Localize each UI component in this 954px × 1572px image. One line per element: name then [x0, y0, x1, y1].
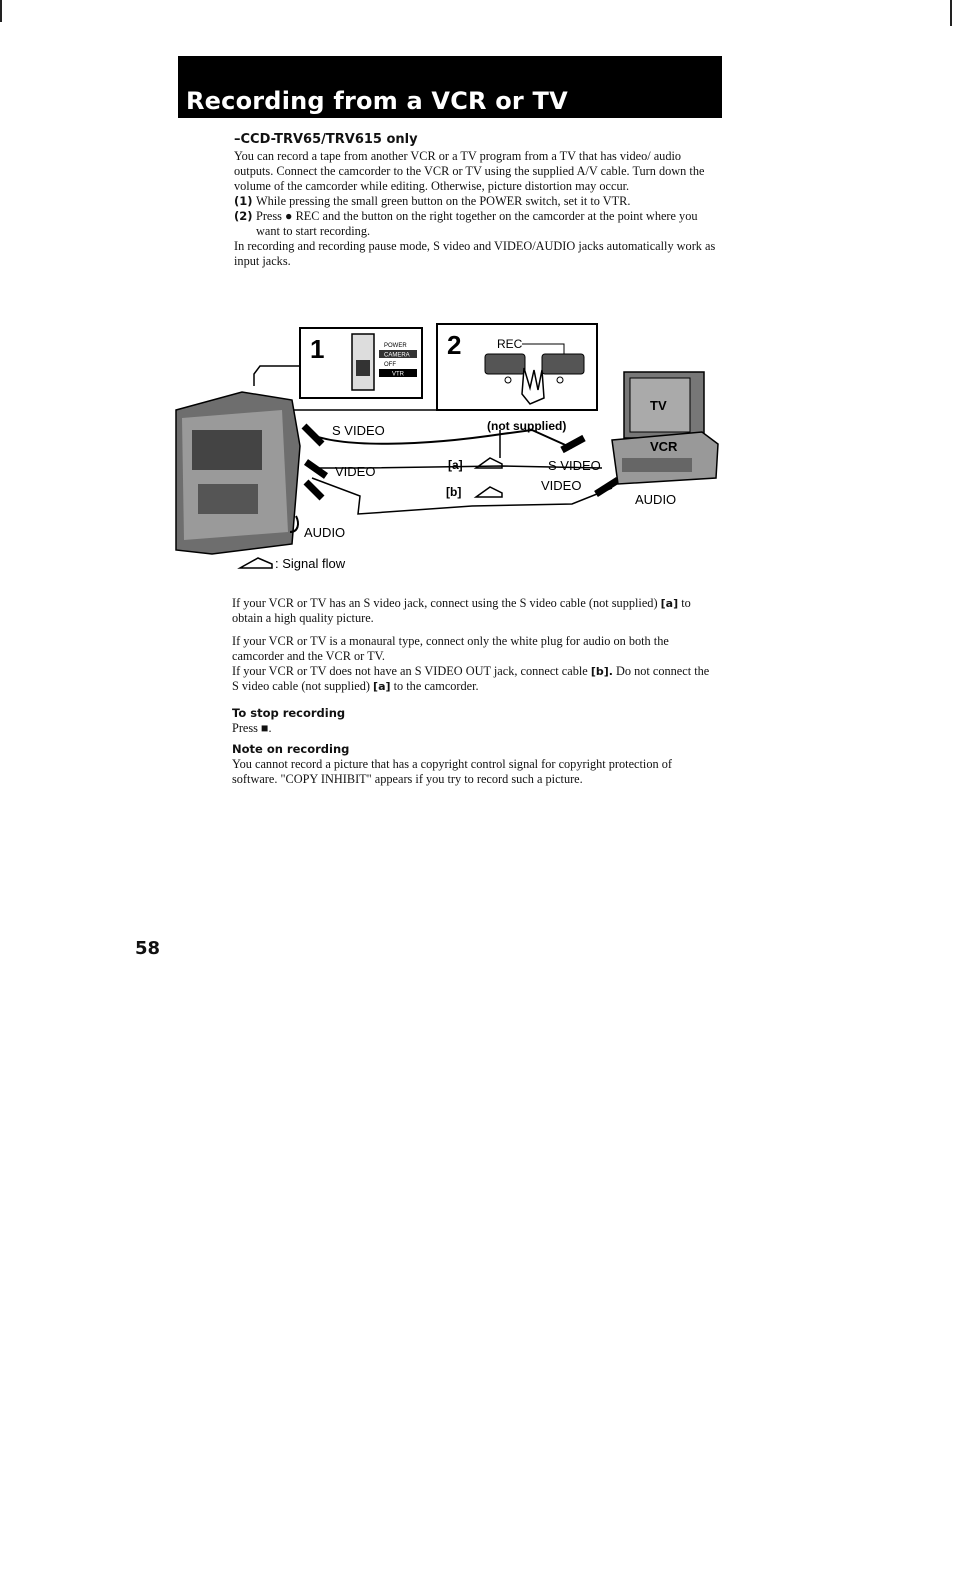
- video-right-label: VIDEO: [541, 478, 582, 493]
- no-svideo-paragraph: [232, 664, 718, 694]
- vcr-icon: [612, 432, 718, 484]
- step-1-text: While pressing the small green button on the POWER switch, set it to VTR.: [256, 194, 631, 208]
- switch-vtr-label: VTR: [392, 371, 404, 378]
- rec-dot-icon: ●: [285, 209, 293, 223]
- right-button-icon: [542, 354, 584, 374]
- power-label: POWER: [384, 343, 407, 349]
- s-video-left-label: S VIDEO: [332, 423, 385, 438]
- camcorder-icon: [176, 392, 300, 554]
- mode-note: In recording and recording pause mode, S video and VIDEO/AUDIO jacks automatically work as input jacks.: [234, 239, 716, 268]
- no-svideo-text-pre: If your VCR or TV does not have an S VIDEO OUT jack, connect cable: [232, 664, 588, 678]
- stop-heading: To stop recording: [232, 706, 346, 720]
- connection-diagram: [172, 318, 732, 580]
- intro-paragraph: You can record a tape from another VCR or a TV program from a TV that has video/ audio outputs. Connect the camcorder to the VCR or TV using the supplied A/V cable. Turn down the volume of the camcorder while editing. Otherwise, picture distortion may occur.: [234, 149, 705, 193]
- step-2: [234, 209, 718, 239]
- step-2-text-pre: Press: [256, 209, 282, 223]
- no-svideo-text-post: to the camcorder.: [393, 679, 479, 693]
- vcr-label: VCR: [650, 439, 678, 454]
- hand-press-icon: [522, 368, 544, 404]
- rec-label: REC: [497, 337, 523, 351]
- switch-off-label: OFF: [384, 362, 396, 368]
- step-2-text-post: REC and the button on the right together on the camcorder at the point where you want to start recording.: [256, 209, 698, 238]
- model-subtitle: –CCD-TRV65/TRV615 only: [234, 132, 418, 147]
- details-section: [232, 596, 718, 787]
- scan-edge-right: [950, 0, 952, 26]
- signal-flow-b-icon: [476, 487, 502, 497]
- signal-flow-legend-label: : Signal flow: [275, 556, 346, 571]
- cable-a-ref: [a]: [373, 680, 391, 693]
- stop-text: Press ■.: [232, 721, 272, 735]
- cable-b-ref: [b].: [590, 665, 613, 678]
- audio-right-label: AUDIO: [635, 492, 677, 507]
- tv-icon: [624, 372, 704, 438]
- svideo-text-pre: If your VCR or TV has an S video jack, connect using the S video cable (not supplied): [232, 596, 658, 610]
- note-text: You cannot record a picture that has a copyright control signal for copyright protection of software. "COPY INHIBIT" appears if you try to record such a picture.: [232, 757, 672, 786]
- video-left-label: VIDEO: [335, 464, 376, 479]
- title-bar: [178, 56, 722, 118]
- not-supplied-label: (not supplied): [487, 419, 567, 433]
- no-svideo-text-mid: Do not connect the S video cable (not supplied): [232, 664, 710, 693]
- svideo-paragraph: [232, 596, 718, 626]
- step-1-number: (1): [234, 194, 253, 208]
- switch-camera-label: CAMERA: [384, 352, 410, 359]
- cable-b-label: [b]: [446, 485, 462, 499]
- note-heading: Note on recording: [232, 742, 350, 756]
- monaural-paragraph: If your VCR or TV is a monaural type, connect only the white plug for audio on both the camcorder and the VCR or TV.: [232, 634, 669, 663]
- page-title: Recording from a VCR or TV: [186, 87, 568, 115]
- scan-edge-left: [0, 0, 2, 22]
- s-video-right-label: S VIDEO: [548, 458, 601, 473]
- step-1: [234, 194, 718, 209]
- page-number: 58: [135, 938, 161, 959]
- step-2-number: (2): [234, 209, 253, 223]
- rec-button-icon: [485, 354, 525, 374]
- cable-a-label: [a]: [448, 458, 463, 472]
- svideo-cable-ref: [a]: [660, 597, 679, 610]
- intro-section: [234, 132, 718, 269]
- step1-number: 1: [310, 334, 325, 364]
- tv-label: TV: [650, 398, 667, 413]
- step2-number: 2: [447, 330, 462, 360]
- signal-flow-legend-icon: [240, 558, 272, 568]
- svideo-text-post: to obtain a high quality picture.: [232, 596, 691, 625]
- audio-left-label: AUDIO: [304, 525, 346, 540]
